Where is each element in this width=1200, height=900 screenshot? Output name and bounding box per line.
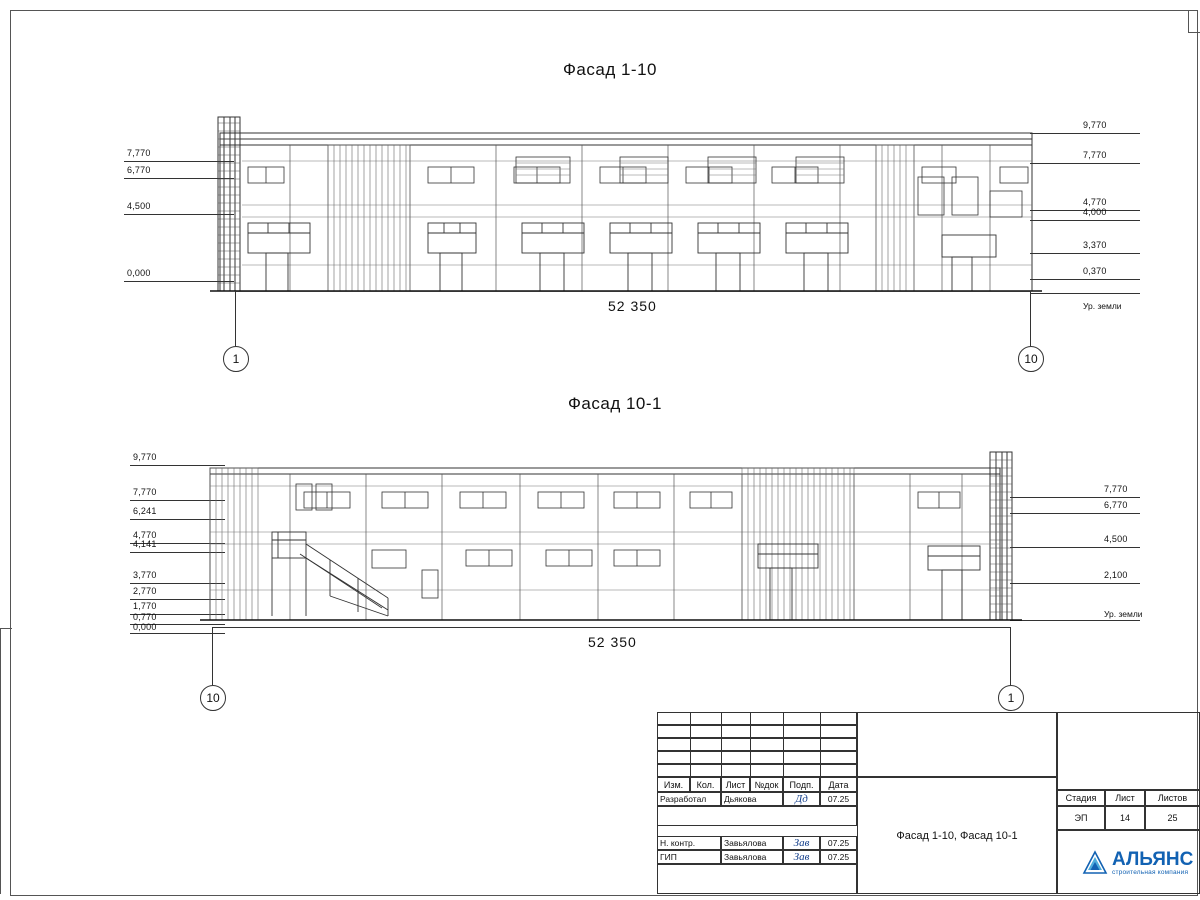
customer-cell — [857, 712, 1057, 777]
company-subtitle: строительная компания — [1112, 869, 1189, 876]
level-label: 6,241 — [133, 506, 157, 516]
signature-cell — [783, 792, 820, 806]
facade-1-title: Фасад 1-10 — [563, 60, 658, 79]
facade-2-elevation — [190, 440, 1030, 635]
facade-1-elevation — [200, 105, 1060, 305]
level-label: 3,770 — [133, 570, 157, 580]
axis-bubble-left: 1 — [223, 346, 249, 372]
frame-topright-edge — [1188, 32, 1200, 33]
level-label: 4,770 — [1083, 197, 1107, 207]
signature: Зав — [793, 851, 810, 863]
level-label: 6,770 — [127, 165, 151, 175]
revision-grid-line — [721, 712, 722, 777]
role-label: Н. контр. — [657, 836, 721, 850]
axis-bubble-right: 1 — [998, 685, 1024, 711]
level-label: 7,770 — [127, 148, 151, 158]
level-label: 7,770 — [133, 487, 157, 497]
ground-level-label: Ур. земли — [1083, 301, 1122, 311]
alliance-logo-icon — [1082, 850, 1108, 876]
empty-row — [657, 806, 857, 826]
ground-level-label: Ур. земли — [1104, 609, 1143, 619]
level-label: 2,770 — [133, 586, 157, 596]
column-header: Дата — [820, 777, 857, 792]
level-label: 6,770 — [1104, 500, 1128, 510]
axis-bubble-left: 10 — [200, 685, 226, 711]
revision-grid-line — [750, 712, 751, 777]
sheet-header: Лист — [1105, 790, 1145, 806]
level-label: 7,770 — [1104, 484, 1128, 494]
dimension-extension — [1010, 627, 1011, 685]
revision-grid-line — [690, 712, 691, 777]
role-label: ГИП — [657, 850, 721, 864]
dimension-extension — [235, 291, 236, 346]
level-label: 4,000 — [1083, 207, 1107, 217]
stage-value: ЭП — [1057, 806, 1105, 830]
frame-left-tick — [0, 628, 12, 629]
level-label: 4,770 — [133, 530, 157, 540]
revision-row[interactable] — [657, 712, 857, 725]
revision-row[interactable] — [657, 725, 857, 738]
empty-row — [657, 864, 857, 894]
frame-left-edge — [0, 628, 1, 894]
revision-grid-line — [783, 712, 784, 777]
blank-cell — [1057, 712, 1200, 790]
date-cell: 07.25 — [820, 850, 857, 864]
level-label: 9,770 — [133, 452, 157, 462]
overall-dimension: 52 350 — [608, 298, 657, 314]
level-label: 3,370 — [1083, 240, 1107, 250]
column-header: Подп. — [783, 777, 820, 792]
frame-topright-tick — [1188, 10, 1189, 32]
company-logo — [1082, 850, 1193, 876]
person-name: Завьялова — [721, 836, 783, 850]
revision-grid-line — [820, 712, 821, 777]
sheets-total: 25 — [1145, 806, 1200, 830]
level-label: 0,000 — [127, 268, 151, 278]
signature: Дд — [795, 793, 808, 805]
revision-row[interactable] — [657, 751, 857, 764]
level-label: 0,770 — [133, 612, 157, 622]
level-label: 0,000 — [133, 622, 157, 632]
column-header: Изм. — [657, 777, 690, 792]
level-label: 2,100 — [1104, 570, 1128, 580]
dimension-extension — [212, 627, 213, 685]
dimension-extension — [1030, 291, 1031, 346]
role-label: Разработал — [657, 792, 721, 806]
revision-row[interactable] — [657, 764, 857, 777]
sheet-number: 14 — [1105, 806, 1145, 830]
dimension-line — [235, 291, 1030, 292]
dimension-line — [212, 627, 1010, 628]
overall-dimension: 52 350 — [588, 634, 637, 650]
signature: Зав — [793, 837, 810, 849]
axis-bubble-right: 10 — [1018, 346, 1044, 372]
signature-cell — [783, 850, 820, 864]
company-name: АЛЬЯНС — [1112, 849, 1194, 870]
level-label: 1,770 — [133, 601, 157, 611]
column-header: Кол. — [690, 777, 721, 792]
level-label: 4,500 — [1104, 534, 1128, 544]
level-label: 7,770 — [1083, 150, 1107, 160]
signature-cell — [783, 836, 820, 850]
level-label: 9,770 — [1083, 120, 1107, 130]
date-cell: 07.25 — [820, 792, 857, 806]
person-name: Дьякова — [721, 792, 783, 806]
revision-row[interactable] — [657, 738, 857, 751]
column-header: Лист — [721, 777, 750, 792]
sheets-header: Листов — [1145, 790, 1200, 806]
level-label: 4,500 — [127, 201, 151, 211]
column-header: №док — [750, 777, 783, 792]
date-cell: 07.25 — [820, 836, 857, 850]
person-name: Завьялова — [721, 850, 783, 864]
stage-header: Стадия — [1057, 790, 1105, 806]
level-label: 4,141 — [133, 539, 157, 549]
facade-2-title: Фасад 10-1 — [568, 394, 663, 413]
level-label: 0,370 — [1083, 266, 1107, 276]
sheet-title: Фасад 1-10, Фасад 10-1 — [857, 777, 1057, 894]
